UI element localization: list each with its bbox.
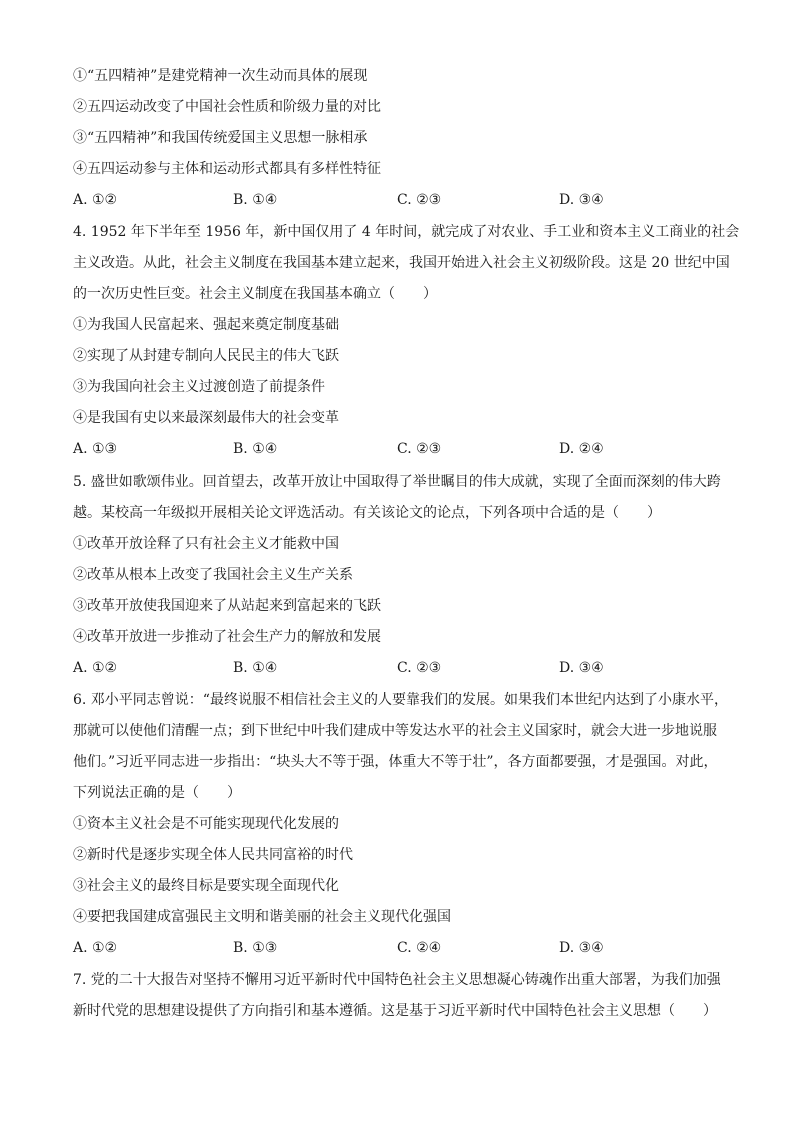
q6-options bbox=[73, 938, 723, 958]
q6-option-b: B. ①③ bbox=[233, 940, 278, 956]
q5-statement: ②改革从根本上改变了我国社会主义生产关系 bbox=[73, 567, 353, 583]
q3-option-b: B. ①④ bbox=[233, 192, 278, 208]
q5-option-c: C. ②③ bbox=[397, 660, 442, 676]
q4-option-c: C. ②③ bbox=[397, 441, 442, 457]
q3-statement: ①“五四精神”是建党精神一次生动而具体的展现 bbox=[73, 68, 368, 84]
q5-statement: ④改革开放进一步推动了社会生产力的解放和发展 bbox=[73, 629, 381, 645]
q7-stem-line: 新时代党的思想建设提供了方向指引和基本遵循。这是基于习近平新时代中国特色社会主义思想（ ） bbox=[73, 1003, 717, 1019]
q7-stem-line: 7. 党的二十大报告对坚持不懈用习近平新时代中国特色社会主义思想凝心铸魂作出重大部署，为我们加强 bbox=[73, 972, 721, 988]
q4-statement: ①为我国人民富起来、强起来奠定制度基础 bbox=[73, 317, 339, 333]
q5-option-d: D. ③④ bbox=[559, 660, 604, 676]
q3-statement: ②五四运动改变了中国社会性质和阶级力量的对比 bbox=[73, 99, 381, 115]
q5-statement: ③改革开放使我国迎来了从站起来到富起来的飞跃 bbox=[73, 598, 381, 614]
q3-option-d: D. ③④ bbox=[559, 192, 604, 208]
q4-option-a: A. ①③ bbox=[73, 441, 118, 457]
q6-statement: ①资本主义社会是不可能实现现代化发展的 bbox=[73, 816, 339, 832]
q3-statement: ③“五四精神”和我国传统爱国主义思想一脉相承 bbox=[73, 130, 368, 146]
q5-stem-line: 5. 盛世如歌颂伟业。回首望去，改革开放让中国取得了举世瞩目的伟大成就，实现了全面而深刻的伟大跨 bbox=[73, 474, 721, 490]
q4-option-d: D. ②④ bbox=[559, 441, 604, 457]
q4-stem-line: 主义改造。从此，社会主义制度在我国基本建立起来，我国开始进入社会主义初级阶段。这是 20 世纪中国 bbox=[73, 255, 730, 271]
q4-statement: ④是我国有史以来最深刻最伟大的社会变革 bbox=[73, 410, 339, 426]
q6-stem-line: 那就可以使他们清醒一点；到下世纪中叶我们建成中等发达水平的社会主义国家时，就会大进一步地说服 bbox=[73, 723, 717, 739]
q4-statement: ③为我国向社会主义过渡创造了前提条件 bbox=[73, 379, 325, 395]
q6-option-d: D. ③④ bbox=[559, 940, 604, 956]
q5-statement: ①改革开放诠释了只有社会主义才能救中国 bbox=[73, 536, 339, 552]
q4-stem-line: 的一次历史性巨变。社会主义制度在我国基本确立（ ） bbox=[73, 286, 437, 302]
q4-option-b: B. ①④ bbox=[233, 441, 278, 457]
q3-statement: ④五四运动参与主体和运动形式都具有多样性特征 bbox=[73, 161, 381, 177]
q5-stem-line: 越。某校高一年级拟开展相关论文评选活动。有关该论文的论点，下列各项中合适的是（ ） bbox=[73, 505, 661, 521]
q5-option-a: A. ①② bbox=[73, 660, 118, 676]
q3-options bbox=[73, 190, 723, 210]
q5-options bbox=[73, 658, 723, 678]
q6-statement: ③社会主义的最终目标是要实现全面现代化 bbox=[73, 878, 339, 894]
q4-statement: ②实现了从封建专制向人民民主的伟大飞跃 bbox=[73, 348, 339, 364]
q5-option-b: B. ①④ bbox=[233, 660, 278, 676]
q6-stem-line: 6. 邓小平同志曾说：“最终说服不相信社会主义的人要靠我们的发展。如果我们本世纪内达到了小康水平， bbox=[73, 692, 728, 708]
q6-statement: ②新时代是逐步实现全体人民共同富裕的时代 bbox=[73, 847, 353, 863]
q6-statement: ④要把我国建成富强民主文明和谐美丽的社会主义现代化强国 bbox=[73, 909, 451, 925]
q6-option-a: A. ①② bbox=[73, 940, 118, 956]
q6-stem-line: 他们。”习近平同志进一步指出：“块头大不等于强，体重大不等于壮”，各方面都要强，才是强国。对此， bbox=[73, 754, 718, 770]
q3-option-c: C. ②③ bbox=[397, 192, 442, 208]
q4-stem-line: 4. 1952 年下半年至 1956 年，新中国仅用了 4 年时间，就完成了对农业、手工业和资本主义工商业的社会 bbox=[73, 224, 740, 240]
q4-options bbox=[73, 439, 723, 459]
q6-stem-line: 下列说法正确的是（ ） bbox=[73, 785, 241, 801]
q6-option-c: C. ②④ bbox=[397, 940, 442, 956]
q3-option-a: A. ①② bbox=[73, 192, 118, 208]
